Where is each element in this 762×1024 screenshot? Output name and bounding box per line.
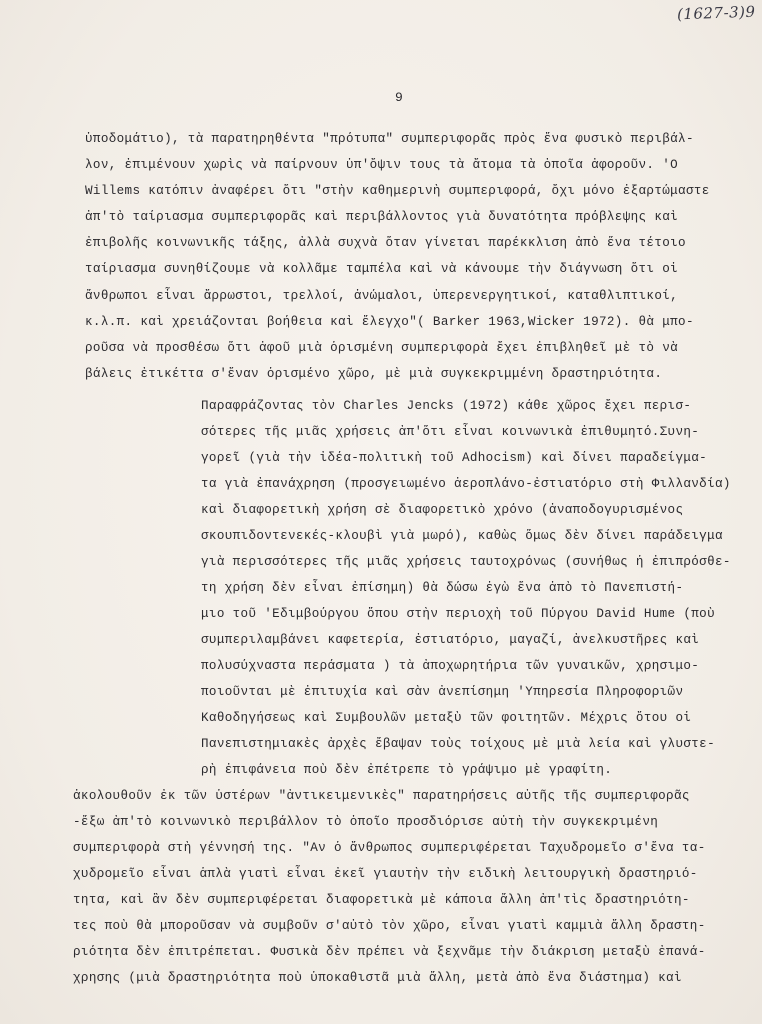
paragraph-2-line: τες ποὺ θὰ μποροῦσαν νὰ συμβοῦν σ'αὐτὸ τὸν χῶρο, εἶναι γιατὶ καμμιὰ ἄλλη δραστη- [73, 919, 706, 933]
paragraph-2-line: τητα, καὶ ἂν δὲν συμπεριφέρεται διαφορετικὰ μὲ κάποια ἄλλη ἀπ'τὶς δραστηριότη- [73, 893, 690, 907]
block-quote-line: γιὰ περισσότερες τῆς μιᾶς χρήσεις ταυτοχρόνως (συνήθως ἡ ἐπιπρόσθε- [201, 555, 731, 569]
block-quote-line: τη χρήση δὲν εἶναι ἐπίσημη) θὰ δώσω ἐγὼ ἕνα ἀπὸ τὸ Πανεπιστή- [201, 581, 684, 595]
block-quote-line: γορεῖ (γιὰ τὴν ἰδέα-πολιτικὴ τοῦ Adhocism) καὶ δίνει παραδείγμα- [201, 451, 708, 465]
block-quote-line: τα γιὰ ἐπανάχρηση (προσγειωμένο ἀεροπλάνο-ἐστιατόριο στὴ Φιλλανδία) [201, 477, 731, 491]
block-quote-line: πολυσύχναστα περάσματα ) τὰ ἀποχωρητήρια τῶν γυναικῶν, χρησιμο- [201, 659, 700, 673]
paragraph-1-line: ὑποδομάτιο), τὰ παρατηρηθέντα "πρότυπα" συμπεριφορᾶς πρὸς ἕνα φυσικὸ περιβάλ- [85, 132, 694, 146]
block-quote-line: σότερες τῆς μιᾶς χρήσεις ἀπ'ὅτι εἶναι κοινωνικὰ ἐπιθυμητό.Συνη- [201, 425, 700, 439]
block-quote-line: μιο τοῦ 'Εδιμβούργου ὅπου στὴν περιοχὴ τοῦ Πύργου David Hume (ποὺ [201, 607, 715, 621]
paragraph-2-line: χυδρομεῖο εἶναι ἁπλὰ γιατὶ εἶναι ἐκεῖ γιαυτὴν τὴν ειδικὴ λειτουργικὴ δραστηριό- [73, 867, 698, 881]
paragraph-2-line: ριότητα δὲν ἐπιτρέπεται. Φυσικὰ δὲν πρέπει νὰ ξεχνᾶμε τὴν διάκριση μεταξὺ ἐπανά- [73, 945, 706, 959]
paragraph-2-line: χρησης (μιὰ δραστηριότητα ποὺ ὑποκαθιστᾶ μιὰ ἄλλη, μετὰ ἀπὸ ἕνα διάστημα) καὶ [73, 971, 682, 985]
block-quote-line: συμπεριλαμβάνει καφετερία, ἐστιατόριο, μαγαζί, ἀνελκυστῆρες καὶ [201, 633, 700, 647]
paragraph-1-line: Willems κατόπιν ἀναφέρει ὅτι "στὴν καθημερινὴ συμπεριφορά, ὄχι μόνο ἐξαρτώμαστε [85, 184, 710, 198]
block-quote-line: Καθοδηγήσεως καὶ Συμβουλῶν μεταξὺ τῶν φοιτητῶν. Μέχρις ὅτου οἱ [201, 711, 692, 725]
handwritten-archive-reference: (1627-3)9 [677, 2, 757, 24]
block-quote-line: ποιοῦνται μὲ ἐπιτυχία καὶ σὰν ἀνεπίσημη 'Υπηρεσία Πληροφοριῶν [201, 685, 684, 699]
block-quote-line: Παραφράζοντας τὸν Charles Jencks (1972) κάθε χῶρος ἔχει περισ- [201, 399, 692, 413]
block-quote-line: καὶ διαφορετικὴ χρήση σὲ διαφορετικὸ χρόνο (ἀναποδογυρισμένος [201, 503, 684, 517]
paragraph-2-line: ἀκολουθοῦν ἐκ τῶν ὑστέρων "ἀντικειμενικὲς" παρατηρήσεις αὐτῆς τῆς συμπεριφορᾶς [73, 789, 690, 803]
paragraph-1-line: ἀπ'τὸ ταίριασμα συμπεριφορᾶς καὶ περιβάλλοντος γιὰ δυνατότητα πρόβλεψης καὶ [85, 210, 679, 224]
paragraph-1-line: κ.λ.π. καὶ χρειάζονται βοήθεια καὶ ἔλεγχο"( Barker 1963,Wicker 1972). θὰ μπο- [85, 315, 694, 329]
page-number: 9 [395, 90, 403, 105]
block-quote-line: Πανεπιστημιακὲς ἀρχὲς ἔβαψαν τοὺς τοίχους μὲ μιὰ λεία καὶ γλυστε- [201, 737, 715, 751]
paragraph-2-line: -ἔξω ἀπ'τὸ κοινωνικὸ περιβάλλον τὸ ὁποῖο προσδιόρισε αὐτὴ τὴν συγκεκριμένη [73, 815, 659, 829]
paragraph-1-line: ἄνθρωποι εἶναι ἄρρωστοι, τρελλοί, ἀνώμαλοι, ὑπερενεργητικοί, καταθλιπτικοί, [85, 289, 679, 303]
paragraph-1-line: λον, ἐπιμένουν χωρὶς νὰ παίρνουν ὑπ'ὄψιν τους τὰ ἄτομα τὰ ὁποῖα ἀφοροῦν. 'Ο [85, 158, 679, 172]
paragraph-1-line: βάλεις ἐτικέττα σ'ἕναν ὁρισμένο χῶρο, μὲ μιὰ συγκεκριμμένη δραστηριότητα. [85, 367, 663, 381]
paragraph-1-line: ταίριασμα συνηθίζουμε νὰ κολλᾶμε ταμπέλα καὶ νὰ κάνουμε τὴν διάγνωση ὅτι οἱ [85, 262, 679, 276]
paragraph-2-line: συμπεριφορὰ στὴ γέννησή της. "Αν ὁ ἄνθρωπος συμπεριφέρεται Ταχυδρομεῖο σ'ἕνα τα- [73, 841, 706, 855]
paragraph-1-line: ροῦσα νὰ προσθέσω ὅτι ἀφοῦ μιὰ ὁρισμένη συμπεριφορὰ ἔχει ἐπιβληθεῖ μὲ τὸ νὰ [85, 341, 679, 355]
block-quote-line: ρὴ ἐπιφάνεια ποὺ δὲν ἐπέτρεπε τὸ γράψιμο μὲ γραφίτη. [201, 763, 613, 777]
block-quote-line: σκουπιδοντενεκές-κλουβὶ γιὰ μωρό), καθὼς ὅμως δὲν δίνει παράδειγμα [201, 529, 723, 543]
paragraph-1-line: ἐπιβολῆς κοινωνικῆς τάξης, ἀλλὰ συχνὰ ὅταν γίνεται παρέκκλιση ἀπὸ ἕνα τέτοιο [85, 236, 686, 250]
